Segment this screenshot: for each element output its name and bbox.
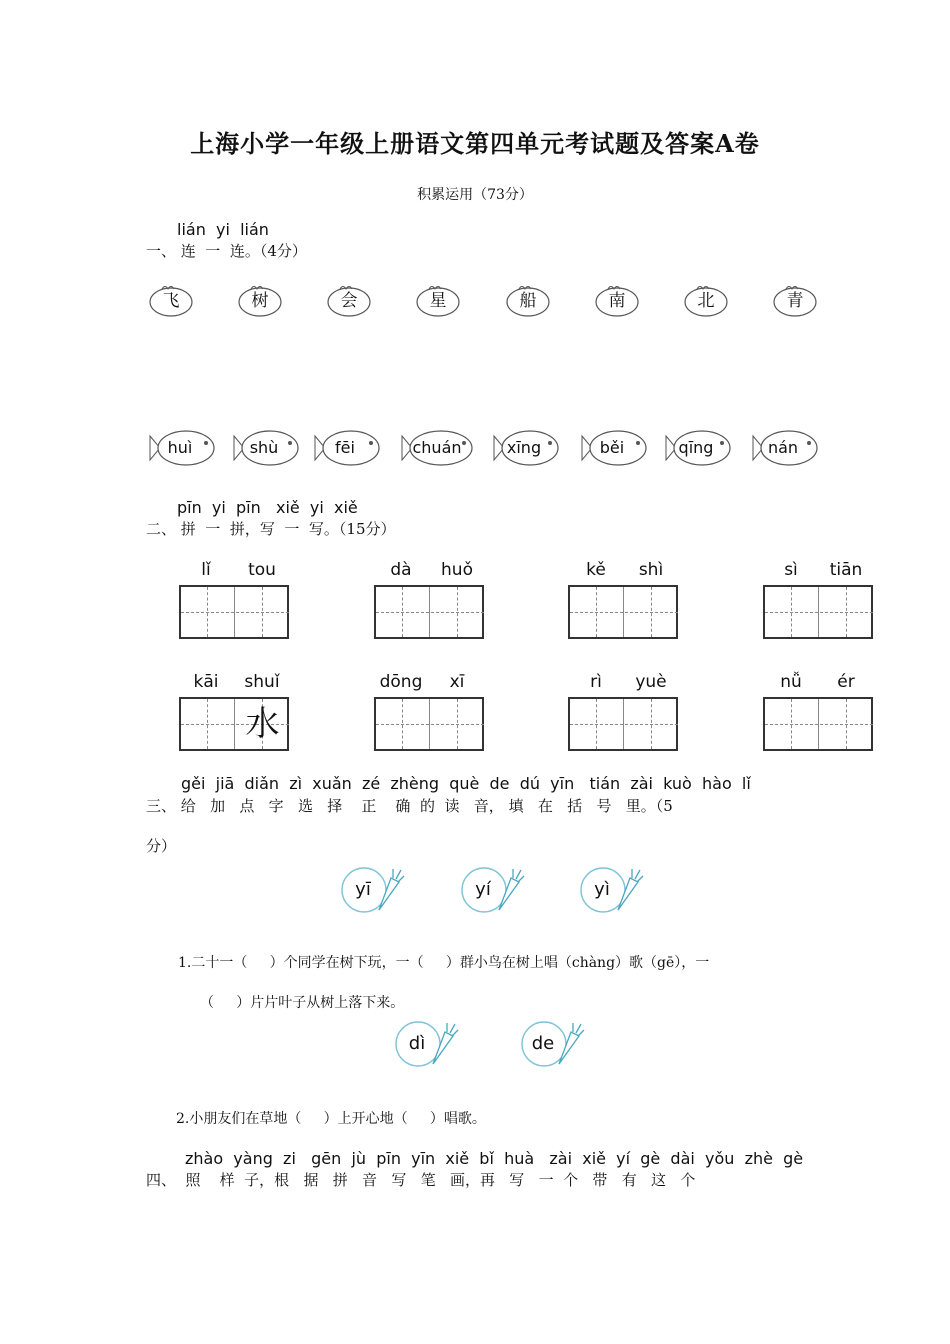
- grid-pinyin: huǒ: [441, 560, 473, 580]
- carrot-option[interactable]: [461, 866, 525, 916]
- writing-grid[interactable]: [763, 585, 873, 639]
- fish-card[interactable]: [578, 426, 652, 470]
- char-label: 青: [786, 291, 804, 311]
- fish-pinyin: nán: [767, 438, 799, 457]
- fish-pinyin: shù: [249, 438, 279, 457]
- page-title: 上海小学一年级上册语文第四单元考试题及答案A卷: [190, 129, 760, 158]
- sec3-heading: 三、 给 加 点 字 选 择 正 确 的 读 音， 填 在 括 号 里。（5: [146, 797, 673, 815]
- fish-card[interactable]: [311, 426, 385, 470]
- writing-grid[interactable]: [179, 697, 289, 751]
- writing-grid[interactable]: [374, 697, 484, 751]
- fish-pinyin: qīng: [678, 438, 714, 457]
- sec4-heading: 四、 照 样 子，根 据 拼 音 写 笔 画，再 写 一 个 带 有 这 个: [146, 1171, 696, 1189]
- char-label: 南: [608, 291, 626, 311]
- carrot-option[interactable]: [521, 1020, 585, 1070]
- writing-grid[interactable]: [374, 585, 484, 639]
- char-bubble[interactable]: [683, 284, 729, 318]
- sec1-heading: 一、 连 一 连。（4分）: [146, 242, 307, 260]
- carrot-pinyin: yì: [594, 879, 610, 900]
- sec1-pinyin: lián yi lián: [177, 220, 269, 239]
- grid-pinyin: xī: [449, 672, 465, 692]
- char-label: 北: [697, 291, 715, 311]
- char-label: 飞: [162, 291, 180, 311]
- fish-card[interactable]: [146, 426, 220, 470]
- fish-card[interactable]: [398, 426, 478, 470]
- grid-pinyin: yuè: [635, 672, 667, 692]
- fish-card[interactable]: [749, 426, 823, 470]
- grid-pinyin: dà: [390, 560, 412, 580]
- question-1-line-1: 1.二十一（ ）个同学在树下玩，一（ ）群小鸟在树上唱（chàng）歌（gē），一: [178, 955, 710, 971]
- fish-card[interactable]: [662, 426, 736, 470]
- carrot-pinyin: de: [531, 1033, 555, 1054]
- char-bubble[interactable]: [772, 284, 818, 318]
- carrot-option[interactable]: [341, 866, 405, 916]
- grid-pinyin: sì: [784, 560, 798, 580]
- grid-pinyin: shuǐ: [244, 672, 280, 692]
- fish-card[interactable]: [230, 426, 304, 470]
- writing-grid[interactable]: [179, 585, 289, 639]
- section-subtitle: 积累运用（73分）: [417, 187, 533, 203]
- example-character: 水: [245, 704, 280, 744]
- grid-pinyin: kě: [586, 560, 606, 580]
- grid-pinyin: ér: [837, 672, 855, 692]
- char-label: 星: [429, 291, 447, 311]
- grid-pinyin: lǐ: [201, 560, 211, 580]
- grid-pinyin: dōng: [379, 672, 423, 692]
- sec2-pinyin: pīn yi pīn xiě yi xiě: [177, 498, 358, 517]
- writing-grid[interactable]: [763, 697, 873, 751]
- grid-pinyin: tou: [248, 560, 276, 580]
- sec3-heading-cont: 分）: [146, 837, 177, 855]
- grid-pinyin: nǚ: [780, 672, 802, 692]
- char-bubble[interactable]: [505, 284, 551, 318]
- char-label: 树: [251, 291, 269, 311]
- sec4-pinyin: zhào yàng zi gēn jù pīn yīn xiě bǐ huà zài xiě yí gè dài yǒu zhè gè: [185, 1149, 804, 1168]
- carrot-option[interactable]: [580, 866, 644, 916]
- grid-pinyin: rì: [590, 672, 602, 692]
- char-bubble[interactable]: [326, 284, 372, 318]
- fish-pinyin: běi: [599, 438, 625, 457]
- question-1-line-2: （ ）片片叶子从树上落下来。: [200, 995, 405, 1011]
- char-bubble[interactable]: [148, 284, 194, 318]
- grid-pinyin: kāi: [193, 672, 219, 692]
- sec3-pinyin: gěi jiā diǎn zì xuǎn zé zhèng què de dú yīn tián zài kuò hào lǐ: [181, 774, 751, 793]
- sec2-heading: 二、 拼 一 拼，写 一 写。（15分）: [146, 520, 396, 538]
- char-bubble[interactable]: [237, 284, 283, 318]
- fish-pinyin: xīng: [506, 438, 542, 457]
- carrot-option[interactable]: [395, 1020, 459, 1070]
- char-label: 船: [519, 291, 537, 311]
- grid-pinyin: tiān: [829, 560, 863, 580]
- char-bubble[interactable]: [594, 284, 640, 318]
- fish-card[interactable]: [490, 426, 564, 470]
- question-2: 2.小朋友们在草地（ ）上开心地（ ）唱歌。: [176, 1111, 486, 1127]
- fish-pinyin: chuán: [412, 438, 462, 457]
- char-label: 会: [340, 291, 358, 311]
- fish-pinyin: huì: [167, 438, 193, 457]
- writing-grid[interactable]: [568, 697, 678, 751]
- char-bubble[interactable]: [415, 284, 461, 318]
- grid-pinyin: shì: [638, 560, 664, 580]
- carrot-pinyin: dì: [408, 1033, 426, 1054]
- carrot-pinyin: yí: [475, 879, 491, 900]
- fish-pinyin: fēi: [335, 438, 355, 457]
- carrot-pinyin: yī: [355, 879, 371, 900]
- writing-grid[interactable]: [568, 585, 678, 639]
